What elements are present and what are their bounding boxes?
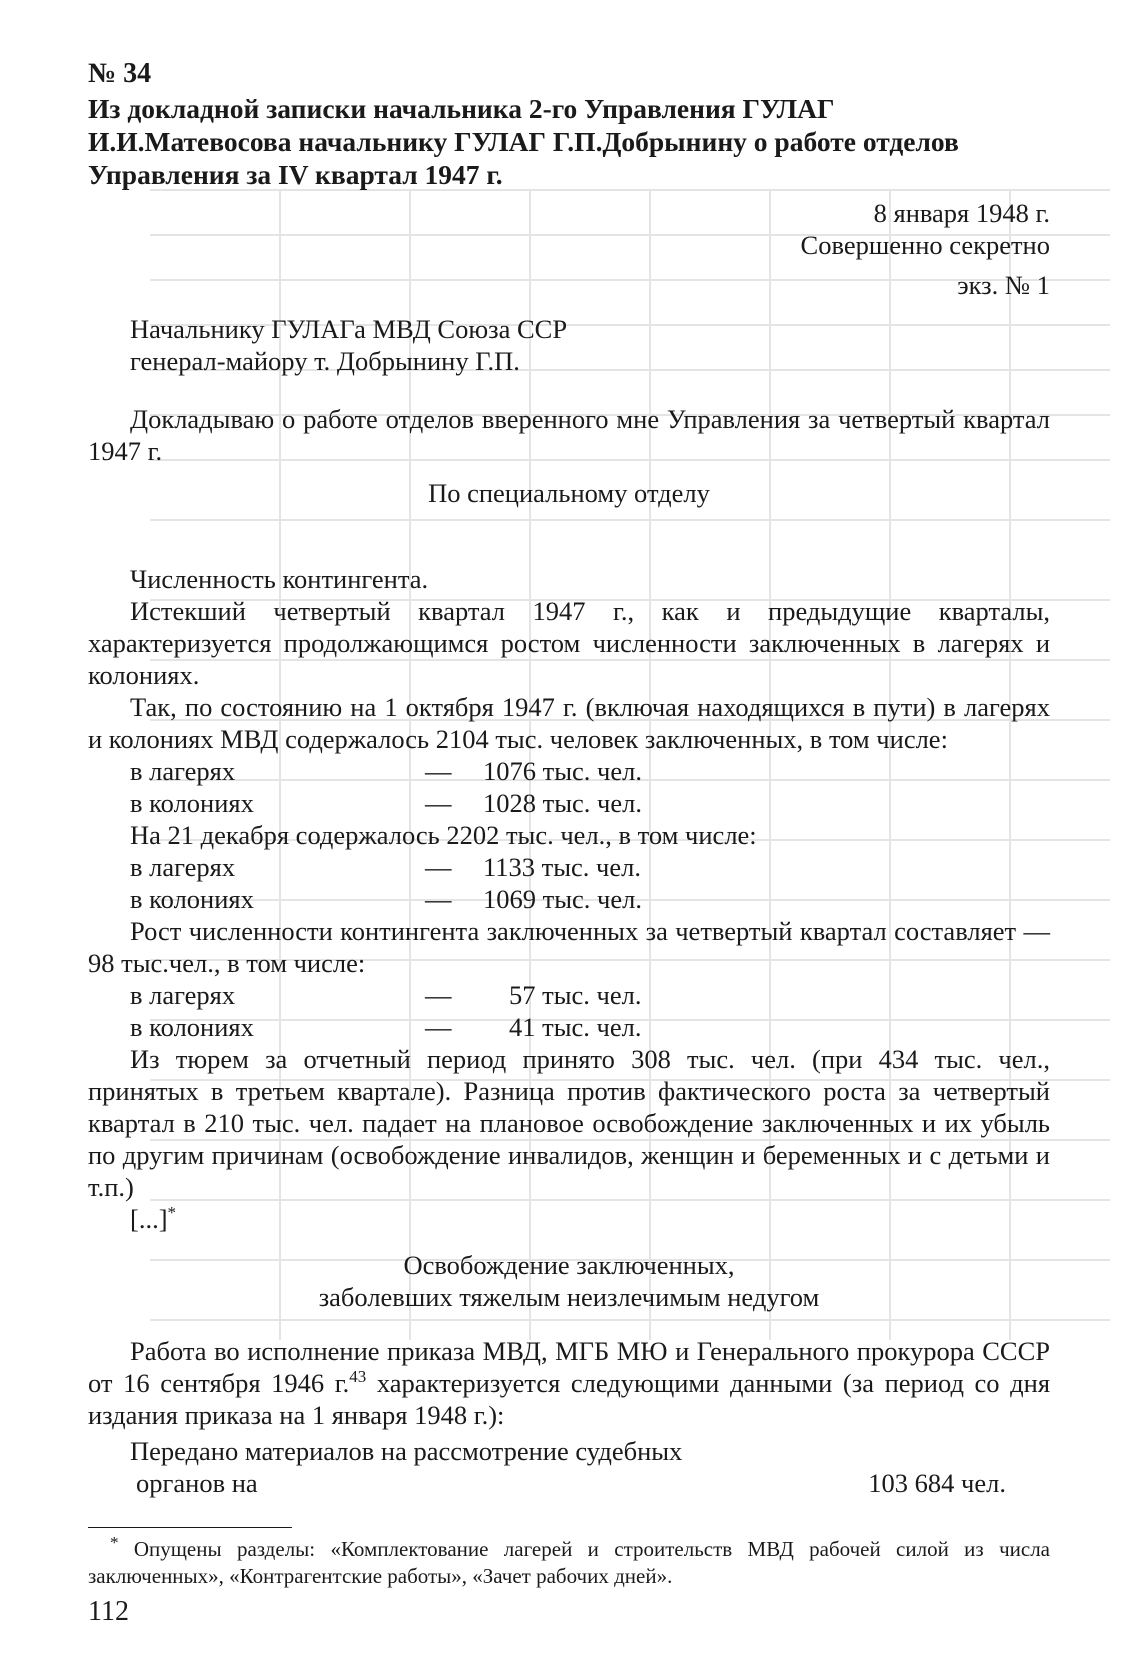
omission-text: [...] — [130, 1204, 168, 1234]
paragraph-text: Работа во исполнение приказа МВД, МГБ МЮ и Генерального прокурора СССР от 16 сентября 1946 г. — [88, 1336, 1050, 1398]
paragraph: Из тюрем за отчетный период принято 308 тыс. чел. (при 434 тыс. чел., принятых в третьем квартале). Разница против фактического роста за четвертый квартал в 210 тыс. чел. падает на плановое освобождение заключенных и их убыль по другим причинам (освобождение инвалидов, женщин и беременных и с детьми и т.п.) — [88, 1044, 1050, 1202]
heading-line: Освобождение заключенных, — [403, 1250, 735, 1280]
classification-stamp: Совершенно секретно — [800, 230, 1050, 260]
title-line: Управления за IV квартал 1947 г. — [88, 159, 503, 190]
addressee — [88, 313, 1050, 377]
stat-dash: — — [425, 980, 452, 1010]
stat-label: в лагерях — [130, 852, 236, 882]
stat-value: 41 тыс. чел. — [509, 1012, 642, 1042]
stat-value: 1076 тыс. чел. — [483, 756, 642, 786]
omission-marker — [130, 1203, 1050, 1235]
stat-dash: — — [425, 884, 452, 914]
paragraph: Истекший четвертый квартал 1947 г., как и предыдущие кварталы, характеризуется продолжающимся ростом численности заключенных в лагерях и колониях. — [88, 596, 1050, 690]
stat-row — [130, 883, 1050, 915]
paragraph: Так, по состоянию на 1 октября 1947 г. (включая находящихся в пути) в лагерях и колониях МВД содержалось 2104 тыс. человек заключенных, в том числе: — [88, 692, 1050, 754]
heading-line: заболевших тяжелым неизлечимым недугом — [318, 1282, 820, 1312]
stat-dash: — — [425, 1012, 452, 1042]
addressee-line: генерал-майору т. Добрынину Г.П. — [130, 346, 520, 376]
stat-label: в колониях — [130, 884, 254, 914]
addressee-line: Начальнику ГУЛАГа МВД Союза ССР — [130, 314, 568, 344]
endnote-ref: 43 — [349, 1367, 367, 1387]
stat-row — [130, 979, 1050, 1011]
stat-value: 1028 тыс. чел. — [483, 788, 642, 818]
section-heading — [88, 1249, 1050, 1313]
stat-value: 1069 тыс. чел. — [483, 884, 642, 914]
paragraph: Рост численности контингента заключенных за четвертый квартал составляет — 98 тыс.чел., в том числе: — [88, 916, 1050, 978]
title-line: И.И.Матевосова начальнику ГУЛАГ Г.П.Добрынину о работе отделов — [88, 126, 959, 157]
footnote-mark: * — [110, 1533, 119, 1552]
item-row — [136, 1467, 1050, 1499]
stat-row — [130, 755, 1050, 787]
document-title — [88, 92, 1050, 191]
stat-label: в лагерях — [130, 980, 236, 1010]
item-line: Передано материалов на рассмотрение судебных — [130, 1436, 683, 1466]
stats-growth — [130, 979, 1050, 1043]
stat-row — [130, 787, 1050, 819]
item-value: 103 684 чел. — [868, 1468, 1006, 1498]
stat-label: в колониях — [130, 1012, 254, 1042]
stat-label: в лагерях — [130, 756, 236, 786]
footnote-ref: * — [167, 1203, 177, 1223]
paragraph: На 21 декабря содержалось 2202 тыс. чел., в том числе: — [130, 820, 757, 850]
footnote-text: Опущены разделы: «Комплектование лагерей и строительств МВД рабочей силой из числа заключенных», «Контрагентские работы», «Зачет рабочих дней». — [88, 1537, 1050, 1588]
stat-dash: — — [425, 756, 452, 786]
footnote — [88, 1533, 1050, 1590]
subsection-heading: Численность контингента. — [130, 564, 429, 594]
stat-row — [130, 1011, 1050, 1043]
document-number: № 34 — [88, 58, 152, 89]
document-date: 8 января 1948 г. — [873, 198, 1050, 228]
title-line: Из докладной записки начальника 2-го Управления ГУЛАГ — [88, 93, 835, 124]
item-label: органов на — [136, 1468, 258, 1498]
document-page — [88, 58, 1050, 1590]
copy-number: экз. № 1 — [957, 270, 1050, 300]
stats-december — [130, 851, 1050, 915]
stat-value: 57 тыс. чел. — [509, 980, 642, 1010]
stat-dash: — — [425, 852, 452, 882]
section-heading: По специальному отделу — [428, 478, 710, 508]
intro-paragraph: Докладываю о работе отделов вверенного мне Управления за четвертый квартал 1947 г. — [88, 404, 1050, 466]
footnote-divider — [88, 1527, 292, 1528]
paragraph — [88, 1335, 1050, 1431]
stat-label: в колониях — [130, 788, 254, 818]
paragraph-text: характеризуется следующими данными (за период со дня издания приказа на 1 января 1948 г.): — [88, 1368, 1051, 1430]
stat-row — [130, 851, 1050, 883]
stat-value: 1133 тыс. чел. — [483, 852, 641, 882]
stats-october — [130, 755, 1050, 819]
stat-dash: — — [425, 788, 452, 818]
page-number: 112 — [88, 1596, 129, 1627]
